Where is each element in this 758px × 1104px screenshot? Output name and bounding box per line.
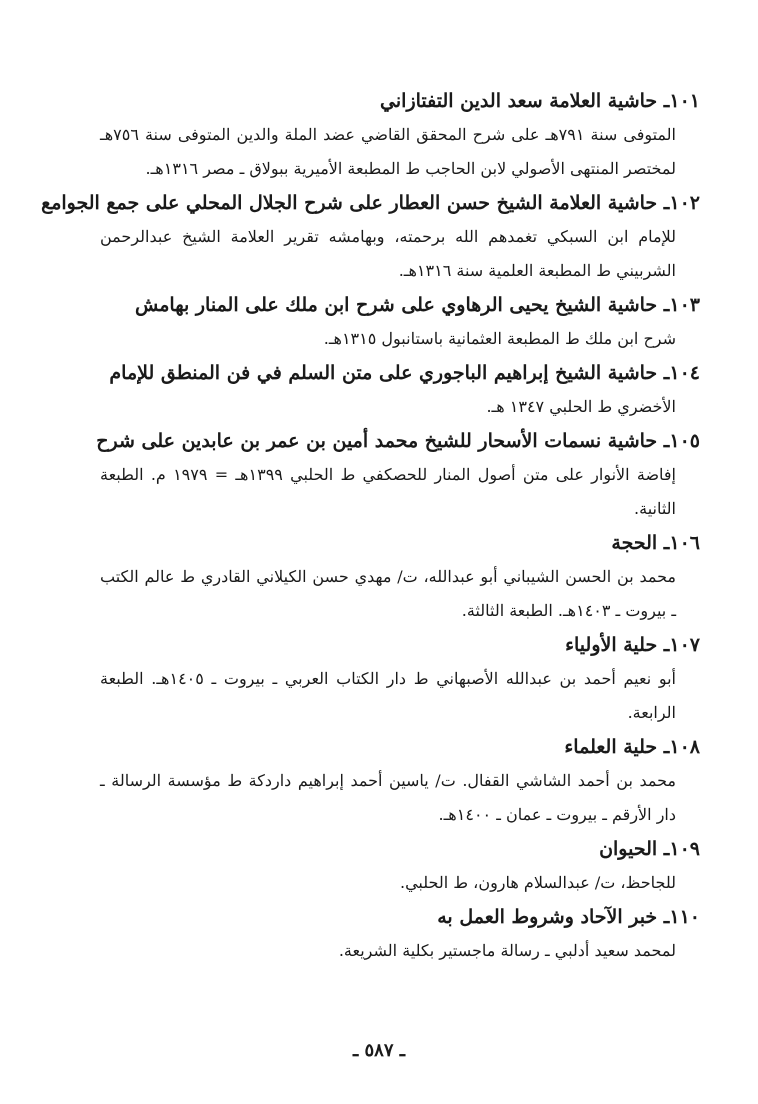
- entry-number-separator: ‏ـ: [657, 532, 670, 554]
- bibliography-entry: [100, 356, 700, 424]
- bibliography-list: [41, 84, 700, 968]
- entry-number: ١٠١: [669, 90, 700, 112]
- entry-description: المتوفى سنة ٧٩١هـ على شرح المحقق القاضي عضد الملة والدين المتوفى سنة ٧٥٦هـ لمختصر المنتهى الأصولي لابن الحاجب ط المطبعة الأميرية ببولاق ـ مصر ١٣١٦هـ.: [100, 125, 677, 178]
- entry-number-separator: ‏ـ: [657, 294, 670, 316]
- entry-heading: [96, 424, 700, 458]
- entry-number: ١٠٦: [669, 532, 700, 554]
- entry-number: ١٠٢: [669, 192, 700, 214]
- entry-number: ١٠٩: [669, 838, 700, 860]
- entry-number: ١٠٨: [669, 736, 700, 758]
- entry-description: شرح ابن ملك ط المطبعة العثمانية باستانبول ١٣١٥هـ.: [323, 329, 676, 348]
- entry-title: حاشية الشيخ إبراهيم الباجوري على متن السلم في فن المنطق للإمام: [109, 362, 658, 384]
- bibliography-entry: [100, 900, 700, 968]
- entry-title: حلية الأولياء: [565, 634, 658, 656]
- entry-number: ١٠٧: [669, 634, 700, 656]
- entry-description: للجاحظ، ت/ عبدالسلام هارون، ط الحلبي.: [400, 873, 676, 892]
- entry-description: محمد بن أحمد الشاشي القفال. ت/ ياسين أحمد إبراهيم داردكة ط مؤسسة الرسالة ـ دار الأرقم ـ بيروت ـ عمان ـ ١٤٠٠هـ.: [100, 771, 676, 824]
- entry-number: ١٠٤: [669, 362, 700, 384]
- page-number: ـ ٥٨٧ ـ: [352, 1040, 406, 1061]
- entry-title: حلية العلماء: [564, 736, 658, 758]
- entry-heading: [100, 526, 700, 560]
- entry-number: ١٠٥: [669, 430, 700, 452]
- entry-number-separator: ‏ـ: [657, 362, 670, 384]
- entry-heading: [41, 186, 700, 220]
- entry-heading: [100, 832, 700, 866]
- entry-description: إفاضة الأنوار على متن أصول المنار للحصكفي ط الحلبي ١٣٩٩هـ = ١٩٧٩ م. الطبعة الثانية.: [100, 465, 677, 518]
- bibliography-entry: [100, 628, 700, 730]
- entry-description: محمد بن الحسن الشيباني أبو عبدالله، ت/ مهدي حسن الكيلاني القادري ط عالم الكتب ـ بيروت ـ ١٤٠٣هـ. الطبعة الثالثة.: [100, 567, 676, 620]
- entry-heading: [100, 900, 700, 934]
- entry-heading: [100, 628, 700, 662]
- entry-heading: [100, 84, 700, 118]
- entry-title: خبر الآحاد وشروط العمل به: [437, 906, 658, 928]
- bibliography-entry: [100, 84, 700, 186]
- entry-heading: [100, 288, 700, 322]
- entry-number-separator: ‏ـ: [657, 906, 670, 928]
- entry-number-separator: ‏ـ: [657, 838, 670, 860]
- entry-number: ١١٠: [669, 906, 700, 928]
- bibliography-entry: [100, 288, 700, 356]
- bibliography-entry: [41, 186, 700, 288]
- bibliography-entry: [100, 526, 700, 628]
- entry-number-separator: ‏ـ: [657, 192, 670, 214]
- entry-heading: [100, 356, 700, 390]
- entry-title: الحجة: [611, 532, 658, 554]
- entry-heading: [100, 730, 700, 764]
- entry-description: أبو نعيم أحمد بن عبدالله الأصبهاني ط دار الكتاب العربي ـ بيروت ـ ١٤٠٥هـ. الطبعة الرابعة.: [100, 669, 677, 722]
- entry-description: لمحمد سعيد أدلبي ـ رسالة ماجستير بكلية الشريعة.: [338, 941, 676, 960]
- bibliography-entry: [96, 424, 700, 526]
- entry-title: حاشية الشيخ يحيى الرهاوي على شرح ابن ملك على المنار بهامش: [135, 294, 658, 316]
- entry-number-separator: ‏ـ: [657, 90, 670, 112]
- entry-description: الأخضري ط الحلبي ١٣٤٧ هـ.: [486, 397, 676, 416]
- bibliography-entry: [100, 730, 700, 832]
- entry-number-separator: ‏ـ: [657, 736, 670, 758]
- bibliography-entry: [100, 832, 700, 900]
- entry-number: ١٠٣: [669, 294, 700, 316]
- entry-title: حاشية العلامة سعد الدين التفتازاني: [380, 90, 658, 112]
- entry-description: للإمام ابن السبكي تغمدهم الله برحمته، وبهامشه تقرير العلامة الشيخ عبدالرحمن الشربيني ط المطبعة العلمية سنة ١٣١٦هـ.: [100, 227, 676, 280]
- entry-title: حاشية العلامة الشيخ حسن العطار على شرح الجلال المحلي على جمع الجوامع: [41, 192, 658, 214]
- entry-title: حاشية نسمات الأسحار للشيخ محمد أمين بن عمر بن عابدين على شرح: [96, 430, 658, 452]
- entry-number-separator: ‏ـ: [657, 430, 670, 452]
- entry-title: الحيوان: [599, 838, 658, 860]
- entry-number-separator: ‏ـ: [657, 634, 670, 656]
